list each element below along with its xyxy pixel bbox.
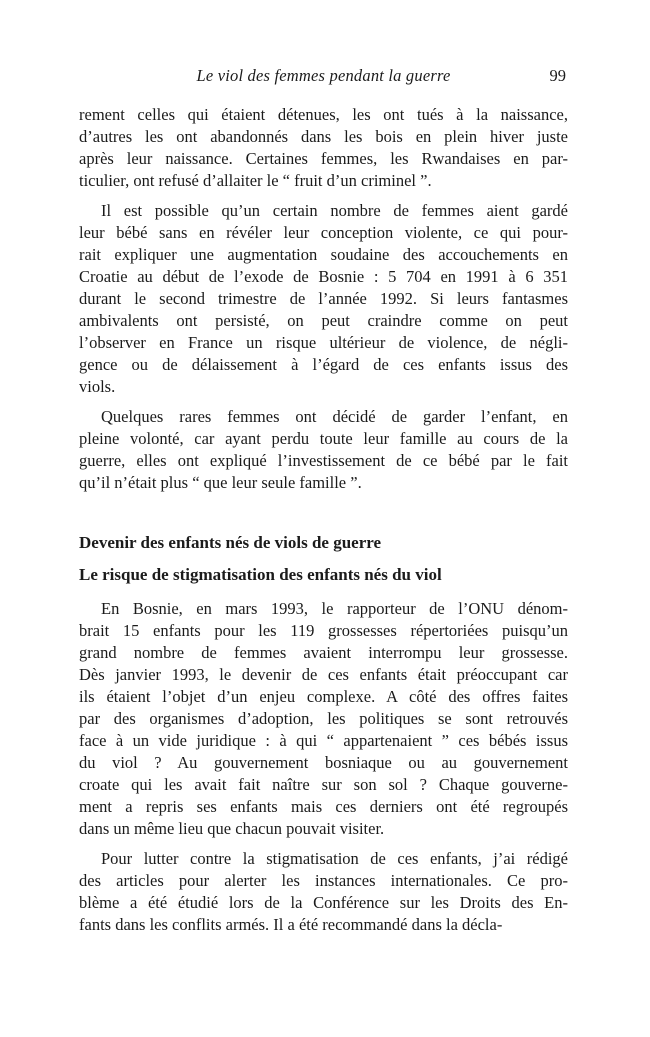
body-line: Dès janvier 1993, le devenir de ces enfants était préoccupant car	[79, 665, 568, 684]
body-line: pleine volonté, car ayant perdu toute leur famille au cours de la	[79, 429, 568, 448]
paragraph	[79, 104, 568, 192]
section-heading: Devenir des enfants nés de viols de guerre	[79, 533, 382, 552]
body-line: dans un même lieu que chacun pouvait visiter.	[79, 819, 385, 838]
body-line: qu’il n’était plus “ que leur seule famille ”.	[79, 473, 362, 492]
body-line: durant le second trimestre de l’année 1992. Si leurs fantasmes	[79, 289, 568, 308]
body-line: En Bosnie, en mars 1993, le rapporteur de l’ONU dénom-	[101, 599, 568, 618]
body-line: ils étaient l’objet d’un enjeu complexe. A côté des offres faites	[79, 687, 568, 706]
body-line: d’autres les ont abandonnés dans les bois en plein hiver juste	[79, 127, 568, 146]
paragraph	[79, 598, 568, 840]
body-line: Quelques rares femmes ont décidé de garder l’enfant, en	[101, 407, 568, 426]
body-line: croate qui les avait fait naître sur son sol ? Chaque gouverne-	[79, 775, 568, 794]
running-head-title: Le viol des femmes pendant la guerre	[196, 66, 451, 85]
body-line: rait expliquer une augmentation soudaine des accouchements en	[79, 245, 568, 264]
body-line: Pour lutter contre la stigmatisation de ces enfants, j’ai rédigé	[101, 849, 568, 868]
body-line: blème a été étudié lors de la Conférence sur les Droits des En-	[79, 893, 568, 912]
body-line: rement celles qui étaient détenues, les ont tués à la naissance,	[79, 105, 568, 124]
body-line: ment a repris ses enfants mais ces derniers ont été regroupés	[79, 797, 568, 816]
body-line: ambivalents ont persisté, on peut craindre comme on peut	[79, 311, 568, 330]
body-line: Croatie au début de l’exode de Bosnie : 5 704 en 1991 à 6 351	[79, 267, 568, 286]
paragraph	[79, 200, 568, 398]
body-line: face à un vide juridique : à qui “ appartenaient ” ces bébés issus	[79, 731, 568, 750]
page-body	[79, 104, 568, 936]
body-line: grand nombre de femmes avaient interrompu leur grossesse.	[79, 643, 568, 662]
body-line: du viol ? Au gouvernement bosniaque ou au gouvernement	[79, 753, 568, 772]
page-number: 99	[549, 66, 566, 85]
body-line: des articles pour alerter les instances internationales. Ce pro-	[79, 871, 568, 890]
body-line: viols.	[79, 377, 116, 396]
paragraph	[79, 406, 568, 494]
body-line: gence ou de délaissement à l’égard de ces enfants issus des	[79, 355, 568, 374]
paragraph	[79, 848, 568, 936]
body-line: par des organismes d’adoption, les politiques se sont retrouvés	[79, 709, 568, 728]
body-line: ticulier, ont refusé d’allaiter le “ fruit d’un criminel ”.	[79, 171, 432, 190]
body-line: l’observer en France un risque ultérieur de violence, de négli-	[79, 333, 568, 352]
section-heading: Le risque de stigmatisation des enfants nés du viol	[79, 565, 442, 584]
body-line: fants dans les conflits armés. Il a été recommandé dans la décla-	[79, 915, 503, 934]
body-line: Il est possible qu’un certain nombre de femmes aient gardé	[101, 201, 568, 220]
body-line: brait 15 enfants pour les 119 grossesses répertoriées puisqu’un	[79, 621, 568, 640]
running-head	[79, 65, 568, 87]
body-line: après leur naissance. Certaines femmes, les Rwandaises en par-	[79, 149, 568, 168]
body-line: guerre, elles ont expliqué l’investissement de ce bébé par le fait	[79, 451, 568, 470]
body-line: leur bébé sans en révéler leur conception violente, ce qui pour-	[79, 223, 568, 242]
